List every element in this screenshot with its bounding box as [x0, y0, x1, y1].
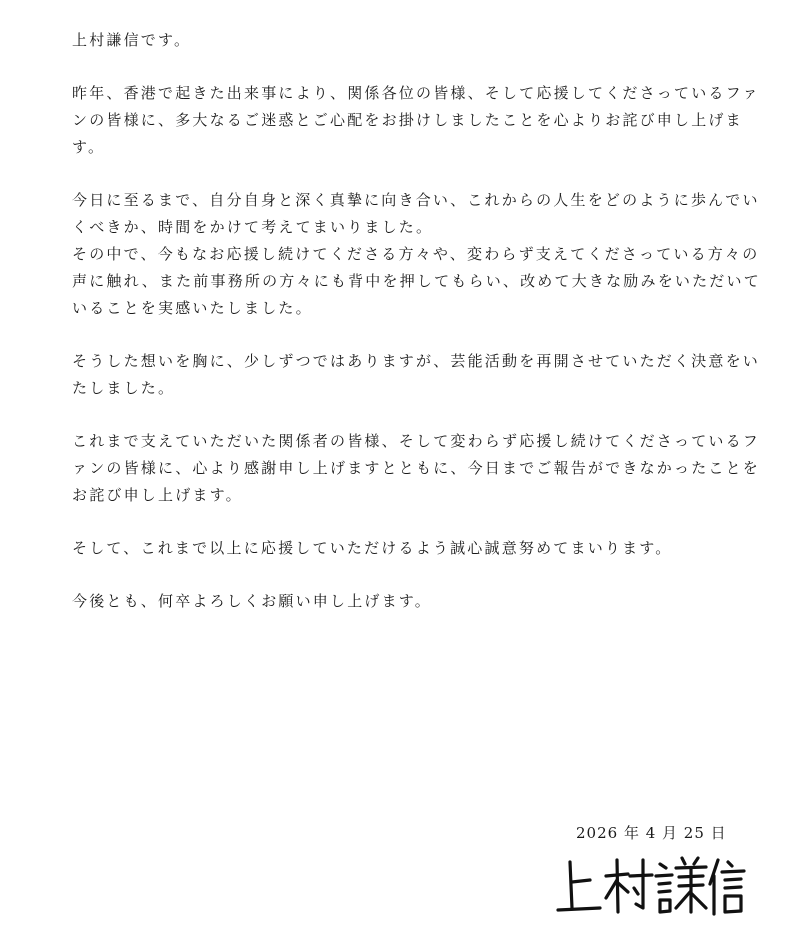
date: 2026 年 4 月 25 日: [576, 824, 727, 842]
closing-line: 今後とも、何卒よろしくお願い申し上げます。: [72, 592, 433, 610]
body-line: そうした想いを胸に、少しずつではありますが、芸能活動を再開させていただく決意をい: [72, 352, 761, 370]
body-line: たしました。: [72, 379, 176, 397]
body-line: いることを実感いたしました。: [72, 299, 313, 317]
body-line: お詫び申し上げます。: [72, 486, 243, 504]
body-line: くべきか、時間をかけて考えてまいりました。: [72, 218, 434, 236]
body-line: 声に触れ、また前事務所の方々にも背中を押してもらい、改めて大きな励みをいただいて: [72, 272, 761, 290]
body-line: ァンの皆様に、心より感謝申し上げますとともに、今日までご報告ができなかったことを: [72, 459, 761, 477]
body-line: 昨年、香港で起きた出来事により、関係各位の皆様、そして応援してくださっているファ: [72, 84, 760, 102]
greeting-line: 上村謙信です。: [72, 31, 192, 49]
body-line: そして、これまで以上に応援していただけるよう誠心誠意努めてまいります。: [72, 539, 673, 557]
body-line: その中で、今もなお応援し続けてくださる方々や、変わらず支えてくださっている方々の: [72, 245, 760, 263]
body-line: す。: [72, 138, 106, 156]
body-line: 今日に至るまで、自分自身と深く真摯に向き合い、これからの人生をどのように歩んでい: [72, 191, 760, 209]
handwritten-signature: [556, 850, 746, 920]
body-line: ンの皆様に、多大なるご迷惑とご心配をお掛けしましたことを心よりお詫び申し上げま: [72, 111, 743, 129]
body-line: これまで支えていただいた関係者の皆様、そして変わらず応援し続けてくださっているフ: [72, 432, 761, 450]
